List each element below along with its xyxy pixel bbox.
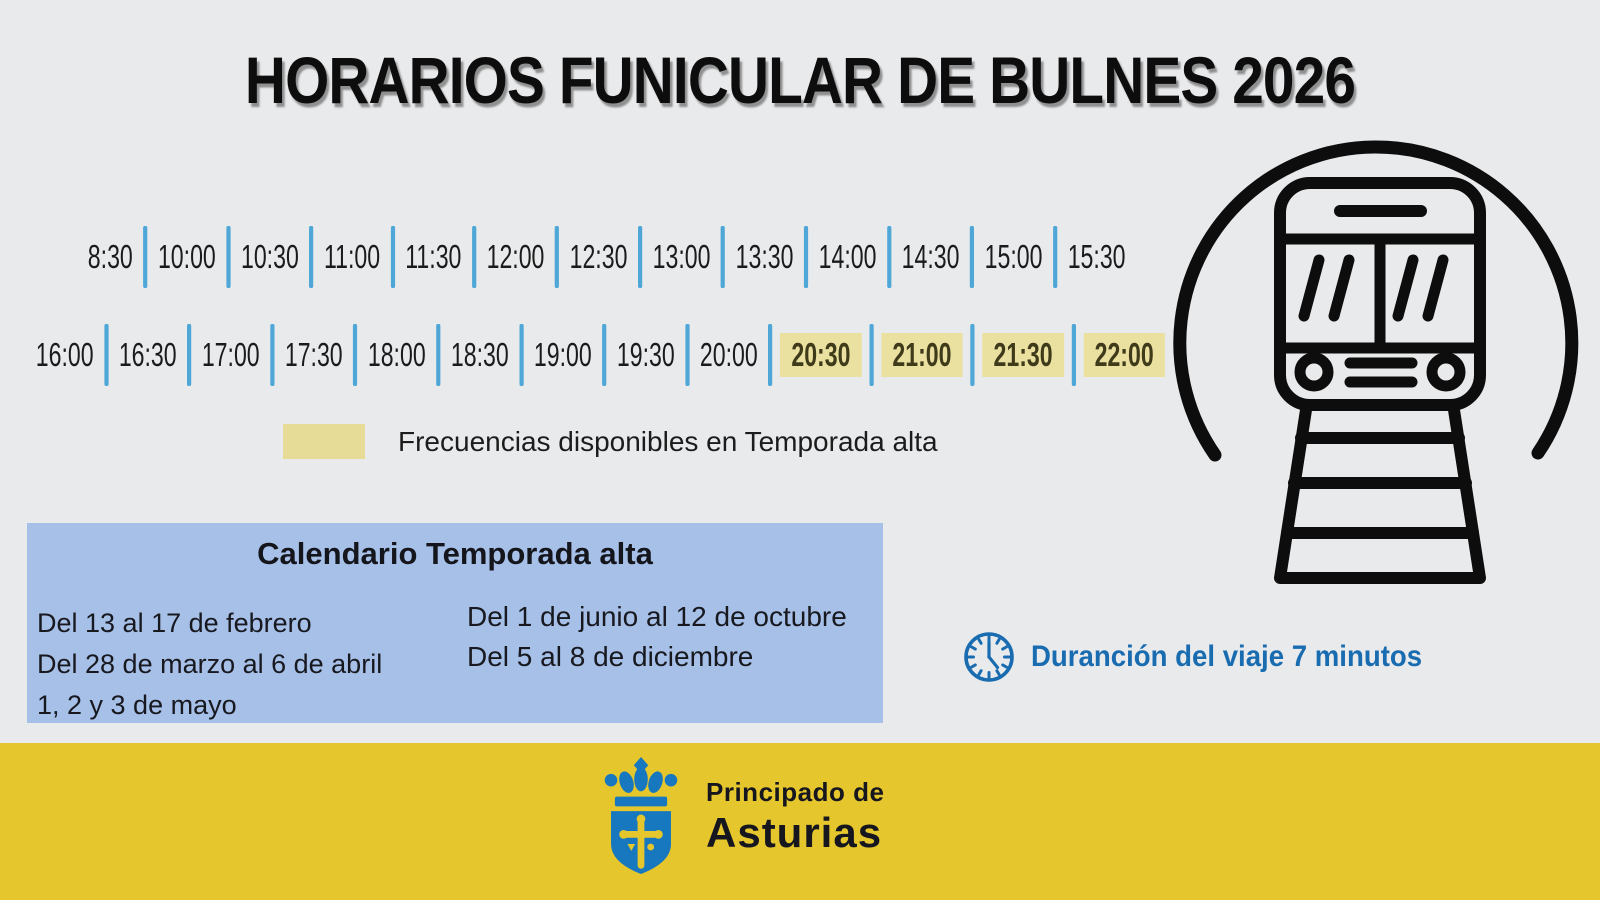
time-slot: 15:00 — [984, 238, 1043, 275]
time-slot: 19:30 — [616, 336, 675, 373]
separator-bar — [685, 324, 689, 386]
separator-bar — [970, 226, 974, 288]
calendar-date-line: 1, 2 y 3 de mayo — [37, 690, 237, 720]
time-slot-high-season: 20:30 — [780, 333, 861, 377]
time-slot-high-season: 22:00 — [1083, 333, 1164, 377]
calendar-date-line: Del 28 de marzo al 6 de abril — [37, 649, 383, 679]
footer-band — [0, 743, 1600, 900]
calendar-date-line: Del 1 de junio al 12 de octubre — [467, 601, 847, 632]
separator-bar — [104, 324, 108, 386]
time-slot: 15:30 — [1067, 238, 1126, 275]
time-slot: 17:30 — [284, 336, 343, 373]
time-slot: 17:00 — [201, 336, 260, 373]
high-season-calendar-box — [27, 523, 883, 723]
time-slot: 12:30 — [569, 238, 628, 275]
time-slot: 11:30 — [405, 238, 462, 275]
separator-bar — [472, 226, 476, 288]
clock-icon — [963, 631, 1015, 683]
separator-bar — [353, 324, 357, 386]
time-slot-high-season: 21:30 — [982, 333, 1063, 377]
legend — [283, 424, 938, 459]
calendar-column-left — [37, 603, 467, 726]
logo-line-asturias: Asturias — [706, 808, 883, 856]
time-slot: 20:00 — [699, 336, 758, 373]
separator-bar — [602, 324, 606, 386]
trip-duration — [963, 631, 1456, 683]
separator-bar — [187, 324, 191, 386]
separator-bar — [887, 226, 891, 288]
separator-bar — [309, 226, 313, 288]
calendar-title: Calendario Temporada alta — [257, 536, 653, 571]
separator-bar — [1071, 324, 1075, 386]
separator-bar — [768, 324, 772, 386]
time-slot: 14:00 — [818, 238, 877, 275]
separator-bar — [970, 324, 974, 386]
time-slot: 14:30 — [901, 238, 960, 275]
time-slot: 16:30 — [118, 336, 177, 373]
page-title: HORARIOS FUNICULAR DE BULNES 2026 — [244, 43, 1356, 117]
logo-line-principado: Principado de — [706, 776, 885, 807]
separator-bar — [804, 226, 808, 288]
time-slot: 18:00 — [367, 336, 426, 373]
time-slot: 16:00 — [35, 336, 94, 373]
funicular-train-icon — [1140, 120, 1580, 600]
time-slot: 8:30 — [87, 238, 133, 275]
calendar-column-right — [467, 597, 847, 726]
time-slot: 12:00 — [486, 238, 545, 275]
separator-bar — [638, 226, 642, 288]
asturias-logo — [602, 757, 884, 875]
time-slot: 10:00 — [157, 238, 216, 275]
time-slot: 19:00 — [533, 336, 592, 373]
separator-bar — [1053, 226, 1057, 288]
separator-bar — [143, 226, 147, 288]
schedule-row-evening — [33, 324, 1165, 386]
trip-duration-label: Duranción del viaje 7 minutos — [1031, 640, 1423, 673]
time-slot-high-season: 21:00 — [881, 333, 962, 377]
schedule-row-morning — [85, 226, 1128, 288]
high-season-swatch — [283, 424, 365, 459]
calendar-date-line: Del 5 al 8 de diciembre — [467, 641, 754, 672]
logo-text — [706, 776, 885, 856]
time-slot: 13:00 — [652, 238, 711, 275]
separator-bar — [436, 324, 440, 386]
asturias-coat-of-arms-icon — [602, 757, 680, 875]
separator-bar — [721, 226, 725, 288]
calendar-date-line: Del 13 al 17 de febrero — [37, 608, 312, 638]
time-slot: 11:00 — [323, 238, 381, 275]
calendar-columns — [27, 572, 883, 726]
separator-bar — [869, 324, 873, 386]
separator-bar — [519, 324, 523, 386]
separator-bar — [226, 226, 230, 288]
time-slot: 18:30 — [450, 336, 509, 373]
time-slot: 10:30 — [240, 238, 299, 275]
separator-bar — [391, 226, 395, 288]
separator-bar — [270, 324, 274, 386]
legend-label: Frecuencias disponibles en Temporada alta — [398, 425, 938, 457]
separator-bar — [555, 226, 559, 288]
time-slot: 13:30 — [735, 238, 794, 275]
